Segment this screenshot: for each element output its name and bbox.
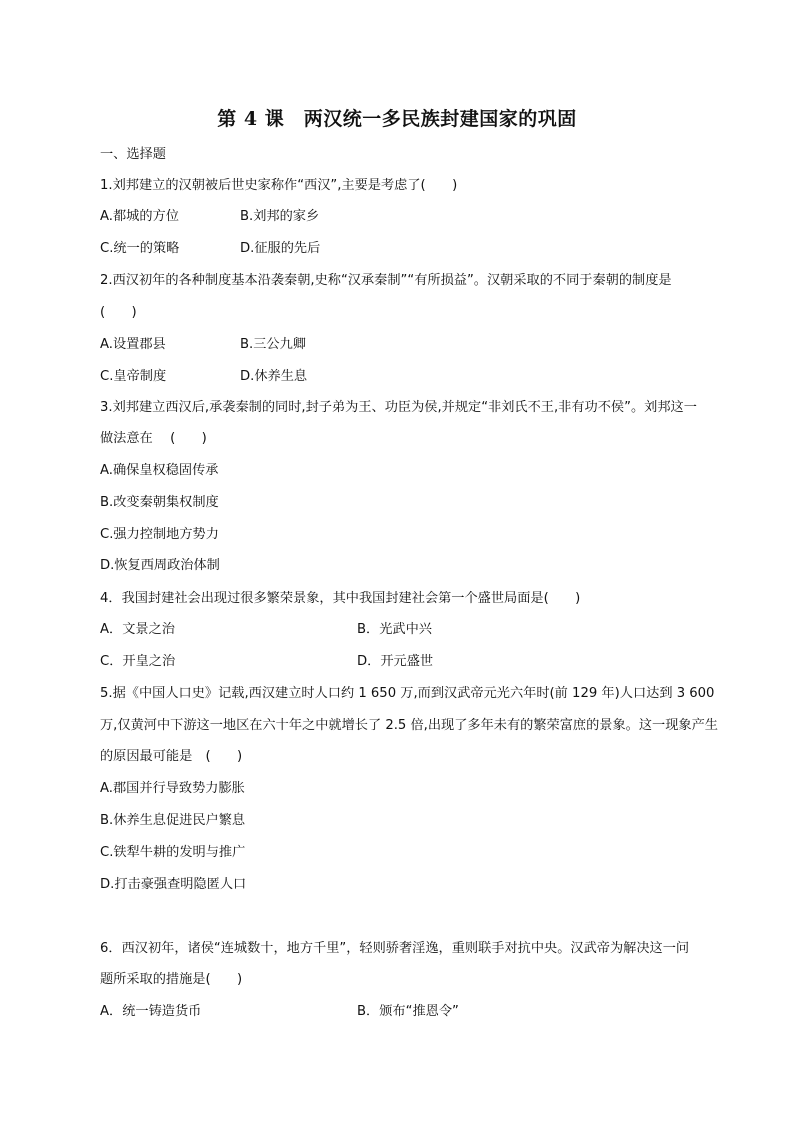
page-title: 第 4 课 两汉统一多民族封建国家的巩固 (217, 108, 577, 130)
question-3-option-a: A.确保皇权稳固传承 (100, 463, 219, 478)
question-5-stem: 5.据《中国人口史》记载,西汉建立时人口约 1 650 万,而到汉武帝元光六年时(前 129 年)人口达到 3 600 (100, 686, 715, 701)
question-6-stem-cont: 题所采取的措施是( ) (100, 972, 243, 987)
question-3-stem-cont: 做法意在 ( ) (100, 431, 207, 446)
question-3-option-b: B.改变秦朝集权制度 (100, 495, 219, 510)
question-2-option-a: A.设置郡县 (100, 337, 166, 352)
question-5-option-c: C.铁犁牛耕的发明与推广 (100, 845, 246, 860)
question-4-option-b: B．光武中兴 (357, 622, 432, 637)
question-3-stem: 3.刘邦建立西汉后,承袭秦制的同时,封子弟为王、功臣为侯,并规定“非刘氏不王,非有功不侯”。刘邦这一 (100, 400, 697, 415)
question-5-stem-cont-1: 万,仅黄河中下游这一地区在六十年之中就增长了 2.5 倍,出现了多年未有的繁荣富庶的景象。这一现象产生 (100, 718, 718, 733)
question-4-option-c: C．开皇之治 (100, 654, 176, 669)
question-3-option-d: D.恢复西周政治体制 (100, 558, 220, 573)
question-1-option-b: B.刘邦的家乡 (240, 209, 320, 224)
question-5-option-a: A.郡国并行导致势力膨胀 (100, 781, 245, 796)
question-4-option-a: A．文景之治 (100, 622, 175, 637)
question-2-option-c: C.皇帝制度 (100, 369, 167, 384)
question-6-option-b: B．颁布“推恩令” (357, 1004, 459, 1019)
question-5-option-d: D.打击豪强查明隐匿人口 (100, 877, 247, 892)
question-3-option-c: C.强力控制地方势力 (100, 527, 219, 542)
question-5-option-b: B.休养生息促进民户繁息 (100, 813, 246, 828)
question-1-option-a: A.都城的方位 (100, 209, 179, 224)
question-1-option-c: C.统一的策略 (100, 241, 180, 256)
question-2-option-b: B.三公九卿 (240, 337, 306, 352)
section-heading: 一、选择题 (100, 147, 166, 162)
question-4-option-d: D．开元盛世 (357, 654, 434, 669)
question-2-stem-cont: ( ) (100, 305, 137, 320)
question-6-option-a: A．统一铸造货币 (100, 1004, 202, 1019)
question-1-option-d: D.征服的先后 (240, 241, 321, 256)
question-2-stem: 2.西汉初年的各种制度基本沿袭秦朝,史称“汉承秦制”“有所损益”。汉朝采取的不同于秦朝的制度是 (100, 273, 672, 288)
question-2-option-d: D.休养生息 (240, 369, 308, 384)
question-4-stem: 4．我国封建社会出现过很多繁荣景象，其中我国封建社会第一个盛世局面是( ) (100, 591, 581, 606)
question-1-stem: 1.刘邦建立的汉朝被后世史家称作“西汉”,主要是考虑了( ) (100, 178, 458, 193)
question-5-stem-cont-2: 的原因最可能是 ( ) (100, 749, 243, 764)
question-6-stem: 6．西汉初年，诸侯“连城数十，地方千里”，轻则骄奢淫逸，重则联手对抗中央。汉武帝为解决这一问 (100, 941, 690, 956)
